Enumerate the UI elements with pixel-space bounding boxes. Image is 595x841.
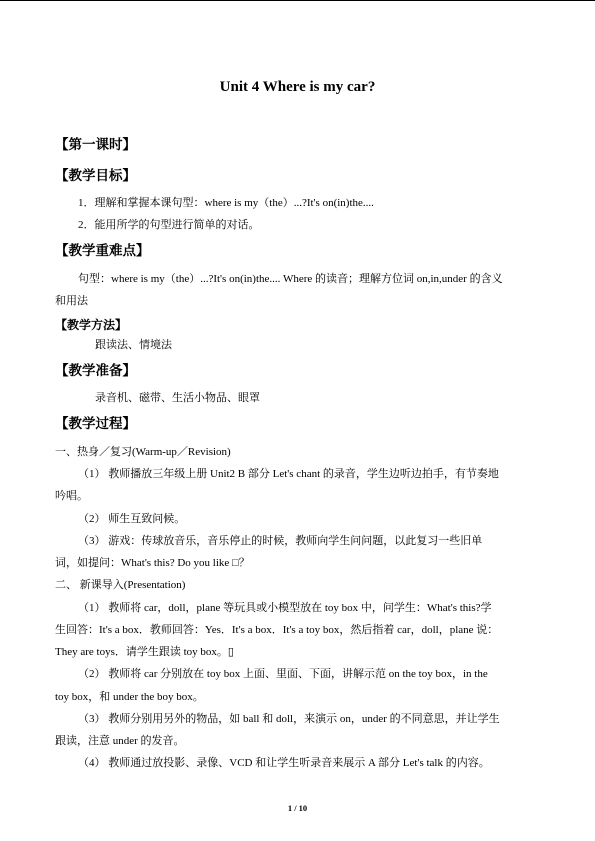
s1-item-1-line-1: （1） 教师播放三年级上册 Unit2 B 部分 Let's chant 的录音，学生边听边拍手，有节奏地	[78, 468, 499, 480]
heading-methods: 【教学方法】	[55, 318, 128, 332]
heading-preparation: 【教学准备】	[55, 363, 136, 378]
key-points-line-1: 句型：where is my（the）...?It's on(in)the.... Where 的读音；理解方位词 on,in,under 的含义	[78, 273, 503, 285]
s2-item-2-line-2: toy box，和 under the boy box。	[55, 691, 204, 703]
s1-item-3-line-2: 词，如提问：What's this? Do you like □？	[55, 557, 250, 569]
top-rule	[0, 0, 595, 1]
s1-item-1-line-2: 吟唱。	[55, 490, 88, 502]
page-number: 1 / 10	[287, 803, 308, 813]
s1-item-3-line-1: （3） 游戏：传球放音乐，音乐停止的时候，教师向学生问问题，以此复习一些旧单	[78, 535, 483, 547]
s2-item-2-line-1: （2） 教师将 car 分别放在 toy box 上面、里面、下面，讲解示范 on the toy box，in the	[78, 668, 488, 680]
goal-1: 1．理解和掌握本课句型：where is my（the）...?It's on(in)the....	[78, 197, 374, 209]
s2-item-1-line-2: 生回答：It's a box．教师回答：Yes．It's a box．It's a toy box，然后指着 car，doll，plane 说：	[55, 624, 499, 636]
document-title: Unit 4 Where is my car?	[219, 79, 376, 95]
s2-item-1-line-3: They are toys．请学生跟读 toy box。▯	[55, 646, 234, 658]
preparation-text: 录音机、磁带、生活小物品、眼罩	[95, 392, 260, 404]
key-points-line-2: 和用法	[55, 295, 88, 307]
section-1-title: 一、热身／复习(Warm-up／Revision)	[55, 446, 231, 458]
heading-goals: 【教学目标】	[55, 168, 136, 183]
s2-item-4: （4） 教师通过放投影、录像、VCD 和让学生听录音来展示 A 部分 Let's talk 的内容。	[78, 757, 490, 769]
heading-process: 【教学过程】	[55, 416, 136, 431]
goal-2: 2．能用所学的句型进行简单的对话。	[78, 219, 260, 231]
s2-item-3-line-1: （3） 教师分别用另外的物品，如 ball 和 doll，来演示 on，under 的不同意思，并让学生	[78, 713, 500, 725]
methods-text: 跟读法、情境法	[95, 339, 172, 351]
heading-key-points: 【教学重难点】	[55, 243, 150, 258]
s2-item-1-line-1: （1） 教师将 car，doll，plane 等玩具或小模型放在 toy box 中，问学生：What's this?学	[78, 602, 492, 614]
section-2-title: 二、 新课导入(Presentation)	[55, 579, 186, 591]
heading-period: 【第一课时】	[55, 137, 136, 152]
s1-item-2: （2） 师生互致问候。	[78, 513, 186, 525]
s2-item-3-line-2: 跟读，注意 under 的发音。	[55, 735, 185, 747]
